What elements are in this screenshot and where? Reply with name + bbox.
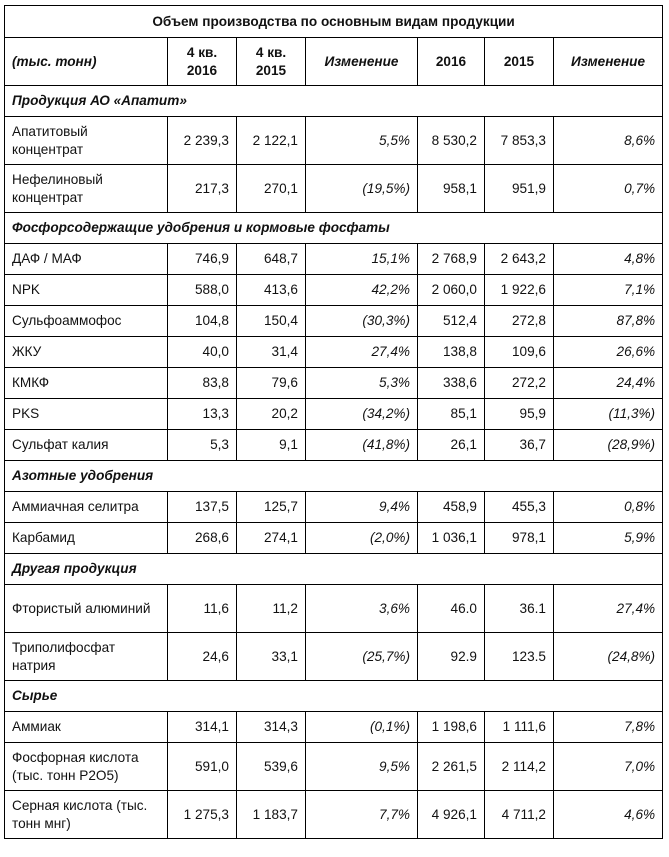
product-name-cell: Сульфоаммофос <box>5 306 168 337</box>
change-year-cell: 8,6% <box>554 117 663 165</box>
table-row <box>5 117 663 165</box>
change-year-cell: 5,9% <box>554 523 663 554</box>
q4-2016-cell: 104,8 <box>168 306 237 337</box>
header-year-2016: 2016 <box>418 38 485 86</box>
change-year-cell: 4,6% <box>554 791 663 839</box>
q4-2016-cell: 217,3 <box>168 165 237 213</box>
header-q4-2016: 4 кв. 2016 <box>168 38 237 86</box>
product-name-cell: NPK <box>5 275 168 306</box>
q4-2015-cell: 2 122,1 <box>237 117 306 165</box>
change-quarter-cell: (25,7%) <box>306 633 418 681</box>
table-row <box>5 337 663 368</box>
product-name-cell: PKS <box>5 399 168 430</box>
q4-2015-cell: 150,4 <box>237 306 306 337</box>
product-name-cell: Триполифосфат натрия <box>5 633 168 681</box>
q4-2015-cell: 33,1 <box>237 633 306 681</box>
change-year-cell: 4,8% <box>554 244 663 275</box>
product-name-cell: Аммиачная селитра <box>5 492 168 523</box>
change-year-cell: 24,4% <box>554 368 663 399</box>
year-2015-cell: 951,9 <box>485 165 554 213</box>
table-row <box>5 523 663 554</box>
year-2016-cell: 46.0 <box>418 585 485 633</box>
change-quarter-cell: 3,6% <box>306 585 418 633</box>
change-quarter-cell: 5,5% <box>306 117 418 165</box>
q4-2016-cell: 588,0 <box>168 275 237 306</box>
q4-2015-cell: 20,2 <box>237 399 306 430</box>
q4-2016-cell: 137,5 <box>168 492 237 523</box>
q4-2016-cell: 13,3 <box>168 399 237 430</box>
q4-2016-cell: 83,8 <box>168 368 237 399</box>
product-name-cell: КМКФ <box>5 368 168 399</box>
section-title: Другая продукция <box>5 554 663 585</box>
year-2016-cell: 458,9 <box>418 492 485 523</box>
table-row <box>5 368 663 399</box>
product-name-cell: ЖКУ <box>5 337 168 368</box>
table-row <box>5 275 663 306</box>
change-quarter-cell: (2,0%) <box>306 523 418 554</box>
section-title: Фосфорсодержащие удобрения и кормовые фосфаты <box>5 213 663 244</box>
change-quarter-cell: (0,1%) <box>306 712 418 743</box>
year-2015-cell: 36.1 <box>485 585 554 633</box>
year-2015-cell: 36,7 <box>485 430 554 461</box>
product-name-cell: Карбамид <box>5 523 168 554</box>
product-name-cell: Фтористый алюминий <box>5 585 168 633</box>
year-2016-cell: 2 060,0 <box>418 275 485 306</box>
year-2015-cell: 95,9 <box>485 399 554 430</box>
q4-2015-cell: 11,2 <box>237 585 306 633</box>
change-year-cell: 0,7% <box>554 165 663 213</box>
year-2015-cell: 272,8 <box>485 306 554 337</box>
table-row <box>5 244 663 275</box>
section-header-row <box>5 213 663 244</box>
q4-2015-cell: 31,4 <box>237 337 306 368</box>
section-header-row <box>5 554 663 585</box>
table-row <box>5 743 663 791</box>
q4-2015-cell: 274,1 <box>237 523 306 554</box>
q4-2015-cell: 539,6 <box>237 743 306 791</box>
q4-2015-cell: 648,7 <box>237 244 306 275</box>
change-year-cell: (28,9%) <box>554 430 663 461</box>
year-2015-cell: 109,6 <box>485 337 554 368</box>
year-2015-cell: 2 643,2 <box>485 244 554 275</box>
year-2016-cell: 2 261,5 <box>418 743 485 791</box>
table-row <box>5 306 663 337</box>
change-quarter-cell: 15,1% <box>306 244 418 275</box>
header-row <box>5 38 663 86</box>
year-2015-cell: 2 114,2 <box>485 743 554 791</box>
change-quarter-cell: 9,4% <box>306 492 418 523</box>
q4-2016-cell: 314,1 <box>168 712 237 743</box>
change-quarter-cell: 27,4% <box>306 337 418 368</box>
table-row <box>5 712 663 743</box>
change-year-cell: 7,0% <box>554 743 663 791</box>
q4-2016-cell: 5,3 <box>168 430 237 461</box>
section-header-row <box>5 86 663 117</box>
change-year-cell: 27,4% <box>554 585 663 633</box>
q4-2016-cell: 1 275,3 <box>168 791 237 839</box>
q4-2015-cell: 413,6 <box>237 275 306 306</box>
table-row <box>5 633 663 681</box>
header-q4-2015: 4 кв. 2015 <box>237 38 306 86</box>
year-2015-cell: 1 111,6 <box>485 712 554 743</box>
change-quarter-cell: (30,3%) <box>306 306 418 337</box>
q4-2016-cell: 591,0 <box>168 743 237 791</box>
change-year-cell: 0,8% <box>554 492 663 523</box>
year-2016-cell: 958,1 <box>418 165 485 213</box>
year-2015-cell: 123.5 <box>485 633 554 681</box>
year-2015-cell: 272,2 <box>485 368 554 399</box>
header-change-quarter: Изменение <box>306 38 418 86</box>
change-year-cell: (11,3%) <box>554 399 663 430</box>
table-body <box>5 86 663 839</box>
year-2016-cell: 92.9 <box>418 633 485 681</box>
table-row <box>5 165 663 213</box>
year-2015-cell: 1 922,6 <box>485 275 554 306</box>
q4-2016-cell: 746,9 <box>168 244 237 275</box>
table-row <box>5 585 663 633</box>
product-name-cell: Аммиак <box>5 712 168 743</box>
change-year-cell: 26,6% <box>554 337 663 368</box>
product-name-cell: Сульфат калия <box>5 430 168 461</box>
table-row <box>5 492 663 523</box>
q4-2016-cell: 2 239,3 <box>168 117 237 165</box>
change-year-cell: 87,8% <box>554 306 663 337</box>
change-year-cell: (24,8%) <box>554 633 663 681</box>
q4-2016-cell: 24,6 <box>168 633 237 681</box>
production-table-container <box>4 5 663 839</box>
change-quarter-cell: 7,7% <box>306 791 418 839</box>
year-2016-cell: 85,1 <box>418 399 485 430</box>
change-quarter-cell: 9,5% <box>306 743 418 791</box>
change-year-cell: 7,1% <box>554 275 663 306</box>
table-row <box>5 430 663 461</box>
year-2016-cell: 338,6 <box>418 368 485 399</box>
product-name-cell: Апатитовый концентрат <box>5 117 168 165</box>
section-header-row <box>5 681 663 712</box>
change-year-cell: 7,8% <box>554 712 663 743</box>
year-2016-cell: 26,1 <box>418 430 485 461</box>
q4-2015-cell: 1 183,7 <box>237 791 306 839</box>
product-name-cell: Фосфорная кислота (тыс. тонн P2O5) <box>5 743 168 791</box>
product-name-cell: ДАФ / МАФ <box>5 244 168 275</box>
year-2016-cell: 1 036,1 <box>418 523 485 554</box>
year-2016-cell: 8 530,2 <box>418 117 485 165</box>
year-2016-cell: 1 198,6 <box>418 712 485 743</box>
q4-2015-cell: 9,1 <box>237 430 306 461</box>
section-title: Продукция АО «Апатит» <box>5 86 663 117</box>
q4-2016-cell: 268,6 <box>168 523 237 554</box>
year-2016-cell: 2 768,9 <box>418 244 485 275</box>
year-2015-cell: 978,1 <box>485 523 554 554</box>
q4-2015-cell: 79,6 <box>237 368 306 399</box>
change-quarter-cell: (34,2%) <box>306 399 418 430</box>
year-2015-cell: 455,3 <box>485 492 554 523</box>
table-title: Объем производства по основным видам продукции <box>5 6 663 38</box>
section-header-row <box>5 461 663 492</box>
table-row <box>5 399 663 430</box>
header-change-year: Изменение <box>554 38 663 86</box>
q4-2016-cell: 40,0 <box>168 337 237 368</box>
table-row <box>5 791 663 839</box>
production-volume-table <box>4 5 663 839</box>
q4-2015-cell: 125,7 <box>237 492 306 523</box>
change-quarter-cell: 42,2% <box>306 275 418 306</box>
change-quarter-cell: (41,8%) <box>306 430 418 461</box>
product-name-cell: Серная кислота (тыс. тонн мнг) <box>5 791 168 839</box>
change-quarter-cell: 5,3% <box>306 368 418 399</box>
year-2015-cell: 7 853,3 <box>485 117 554 165</box>
product-name-cell: Нефелиновый концентрат <box>5 165 168 213</box>
change-quarter-cell: (19,5%) <box>306 165 418 213</box>
section-title: Азотные удобрения <box>5 461 663 492</box>
year-2016-cell: 512,4 <box>418 306 485 337</box>
header-units: (тыс. тонн) <box>5 38 168 86</box>
q4-2015-cell: 270,1 <box>237 165 306 213</box>
header-year-2015: 2015 <box>485 38 554 86</box>
q4-2016-cell: 11,6 <box>168 585 237 633</box>
section-title: Сырье <box>5 681 663 712</box>
year-2015-cell: 4 711,2 <box>485 791 554 839</box>
year-2016-cell: 138,8 <box>418 337 485 368</box>
year-2016-cell: 4 926,1 <box>418 791 485 839</box>
q4-2015-cell: 314,3 <box>237 712 306 743</box>
